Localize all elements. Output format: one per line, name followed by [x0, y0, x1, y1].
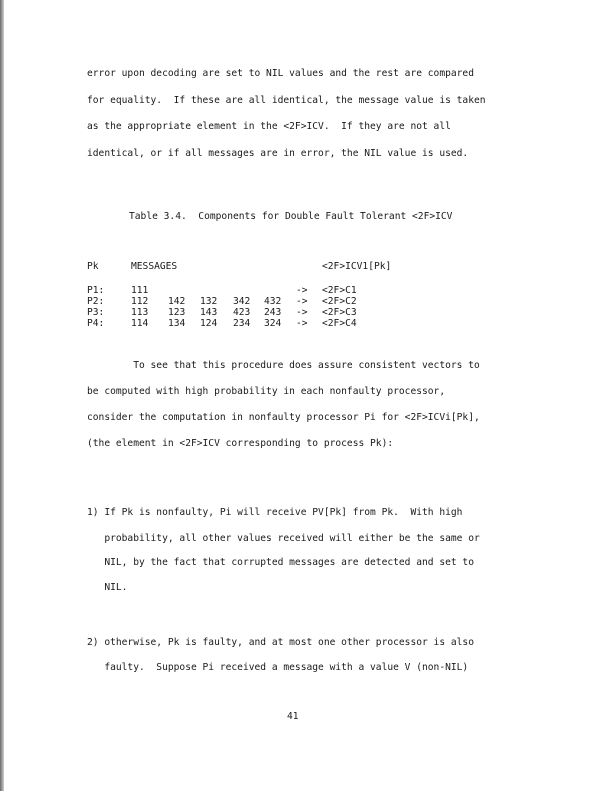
row-pk: P3: — [87, 307, 105, 318]
table-caption: Table 3.4. Components for Double Fault Tolerant <2F>ICV — [129, 211, 453, 222]
header-result: <2F>ICV1[Pk] — [322, 261, 392, 272]
header-pk: Pk — [87, 261, 99, 272]
paragraph-line: error upon decoding are set to NIL values and the rest are compared — [87, 68, 474, 79]
row-msg: 324 — [264, 318, 282, 329]
row-result: <2F>C1 — [322, 285, 357, 296]
paragraph-line: for equality. If these are all identical, the message value is taken — [87, 95, 486, 106]
list-item-line: 1) If Pk is nonfaulty, Pi will receive PV[Pk] from Pk. With high — [87, 507, 463, 518]
row-msg: 142 — [168, 296, 186, 307]
table-row — [0, 318, 357, 330]
header-messages: MESSAGES — [131, 261, 178, 272]
list-item-line: faulty. Suppose Pi received a message with a value V (non-NIL) — [87, 662, 469, 673]
paragraph-line: be computed with high probability in each nonfaulty processor, — [87, 386, 446, 397]
page-number: 41 — [287, 711, 299, 722]
table-header-row — [0, 261, 392, 273]
row-msg: 114 — [131, 318, 149, 329]
paragraph-line: To see that this procedure does assure consistent vectors to — [87, 360, 480, 371]
row-msg: 234 — [233, 318, 251, 329]
list-item-line: 2) otherwise, Pk is faulty, and at most one other processor is also — [87, 637, 474, 648]
row-result: <2F>C4 — [322, 318, 357, 329]
row-msg: 134 — [168, 318, 186, 329]
row-msg: 112 — [131, 296, 149, 307]
row-msg: 243 — [264, 307, 282, 318]
row-result: <2F>C2 — [322, 296, 357, 307]
row-arrow: -> — [296, 318, 308, 329]
row-pk: P4: — [87, 318, 105, 329]
row-arrow: -> — [296, 285, 308, 296]
row-result: <2F>C3 — [322, 307, 357, 318]
row-msg: 132 — [200, 296, 218, 307]
paragraph-line: (the element in <2F>ICV corresponding to process Pk): — [87, 438, 394, 449]
paragraph-line: as the appropriate element in the <2F>ICV. If they are not all — [87, 121, 451, 132]
row-msg: 423 — [233, 307, 251, 318]
row-pk: P2: — [87, 296, 105, 307]
list-item-line: NIL, by the fact that corrupted messages are detected and set to — [87, 557, 474, 568]
paragraph-line: consider the computation in nonfaulty processor Pi for <2F>ICVi[Pk], — [87, 412, 480, 423]
row-msg: 113 — [131, 307, 149, 318]
row-msg: 342 — [233, 296, 251, 307]
row-msg: 124 — [200, 318, 218, 329]
list-item-line: NIL. — [87, 582, 128, 593]
row-msg: 123 — [168, 307, 186, 318]
row-pk: P1: — [87, 285, 105, 296]
paragraph-line: identical, or if all messages are in error, the NIL value is used. — [87, 148, 469, 159]
row-msg: 432 — [264, 296, 282, 307]
row-arrow: -> — [296, 296, 308, 307]
row-msg: 111 — [131, 285, 149, 296]
list-item-line: probability, all other values received will either be the same or — [87, 533, 480, 544]
row-arrow: -> — [296, 307, 308, 318]
row-msg: 143 — [200, 307, 218, 318]
